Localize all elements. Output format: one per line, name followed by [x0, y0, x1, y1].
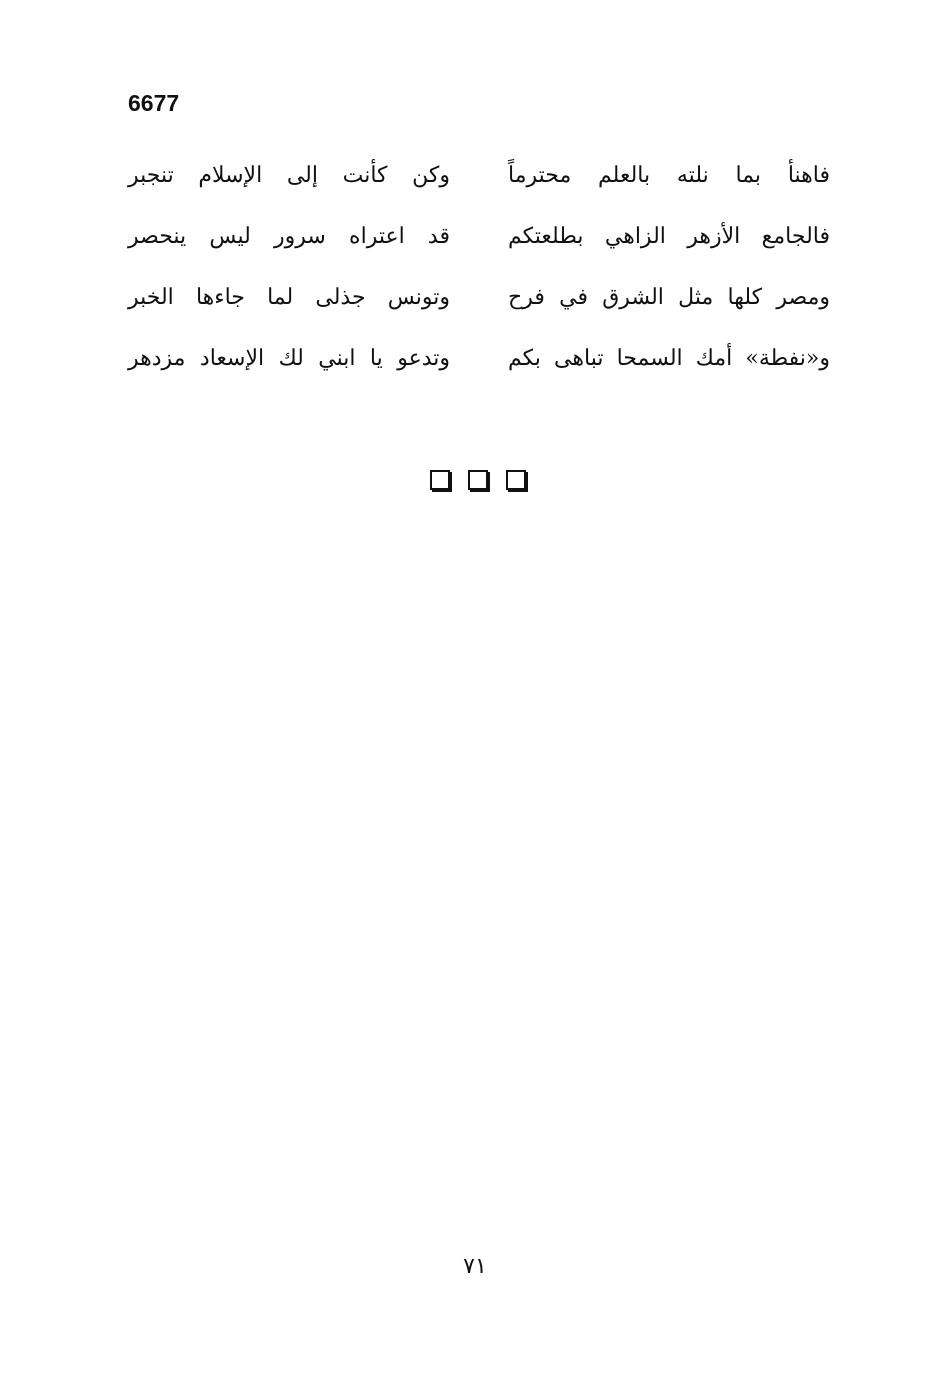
verse-3 — [128, 267, 830, 328]
verse-1 — [128, 145, 830, 206]
page-identifier: 6677 — [128, 90, 180, 116]
verse-2-first-hemistich: فالجامع الأزهر الزاهي بطلعتكم — [508, 223, 830, 249]
verse-4 — [128, 328, 830, 389]
verse-2 — [128, 206, 830, 267]
section-separator — [430, 470, 526, 490]
poem — [128, 145, 830, 389]
verse-4-first-hemistich: و«نفطة» أمك السمحا تباهى بكم — [508, 345, 830, 371]
verse-4-second-hemistich: وتدعو يا ابني لك الإسعاد مزدهر — [128, 345, 450, 371]
separator-square-icon — [430, 470, 450, 490]
verse-3-second-hemistich: وتونس جذلى لما جاءها الخبر — [128, 284, 450, 310]
verse-3-first-hemistich: ومصر كلها مثل الشرق في فرح — [508, 284, 830, 310]
verse-1-second-hemistich: وكن كأنت إلى الإسلام تنجبر — [128, 162, 450, 188]
page-number: ٧١ — [463, 1254, 487, 1279]
separator-square-icon — [468, 470, 488, 490]
separator-square-icon — [506, 470, 526, 490]
verse-1-first-hemistich: فاهنأ بما نلته بالعلم محترماً — [508, 162, 830, 188]
verse-2-second-hemistich: قد اعتراه سرور ليس ينحصر — [128, 223, 450, 249]
